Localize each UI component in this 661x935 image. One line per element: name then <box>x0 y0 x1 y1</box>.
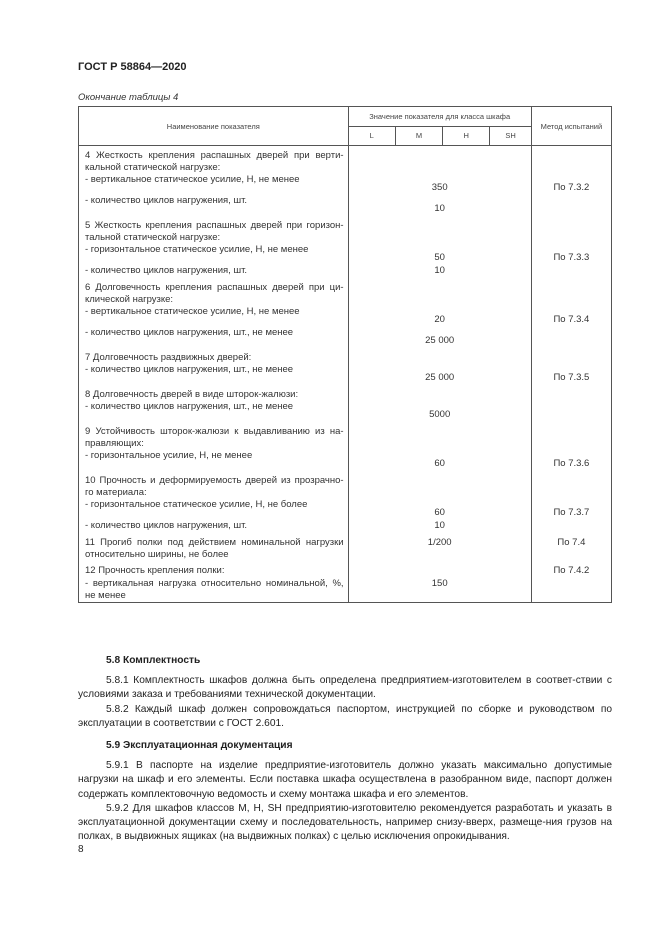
test-method: По 7.3.3 <box>531 244 611 265</box>
table-row <box>79 578 612 603</box>
indicator-value: 25 000 <box>348 327 531 348</box>
table-row <box>79 561 612 578</box>
paragraph: 5.8.1 Комплектность шкафов должна быть определена предприятием-изготовителем в соответ-ствии с условиями заказа и требованиями технической документации. <box>78 675 612 701</box>
class-header-l: L <box>348 126 395 146</box>
paragraph: 5.9.1 В паспорте на изделие предприятие-изготовитель должно указать максимально допустимые нагрузки на шкаф и его элементы. Если поставка шкафа осуществлена в разобранном виде, паспорт должен содержать комплектовочную ведомость и схему монтажа шкафа и его элементов. <box>78 760 612 800</box>
indicator-name: 10 Прочность и деформируемость дверей из прозрачно-го материала: <box>79 471 349 499</box>
indicators-table <box>78 106 612 603</box>
table-row <box>79 385 612 401</box>
test-method: По 7.4 <box>531 533 611 561</box>
table-row <box>79 401 612 422</box>
indicator-name: - горизонтальное статическое усилие, Н, не более <box>79 499 349 520</box>
section-heading: 5.8 Комплектность <box>106 655 201 666</box>
test-method <box>531 146 611 175</box>
column-header-class-group: Значение показателя для класса шкафа <box>348 107 531 127</box>
indicator-name: - количество циклов нагружения, шт., не менее <box>79 364 349 385</box>
indicator-name: - количество циклов нагружения, шт., не менее <box>79 401 349 422</box>
test-method: По 7.4.2 <box>531 561 611 578</box>
indicator-name: - горизонтальное усилие, Н, не менее <box>79 450 349 471</box>
page-number: 8 <box>78 844 84 855</box>
test-method <box>531 385 611 401</box>
indicator-value: 60 <box>348 499 531 520</box>
indicator-name: 7 Долговечность раздвижных дверей: <box>79 348 349 364</box>
test-method <box>531 348 611 364</box>
indicator-value: 60 <box>348 450 531 471</box>
column-header-method: Метод испытаний <box>531 107 611 146</box>
table-row <box>79 364 612 385</box>
paragraph: 5.9.2 Для шкафов классов М, Н, SH предприятию-изготовителю рекомендуется разработать и указать в эксплуатационной документации схему и последовательность, например снизу-вверх, размеще-ния грузов на полках, в выдвижных ящиках (на выдвижных полках) с целью исключения опрокидывания. <box>78 802 612 843</box>
table-caption: Окончание таблицы 4 <box>78 92 179 103</box>
table-row <box>79 348 612 364</box>
test-method: По 7.3.6 <box>531 450 611 471</box>
indicator-value <box>348 348 531 364</box>
table-row <box>79 533 612 561</box>
document-code: ГОСТ Р 58864—2020 <box>78 61 187 73</box>
class-header-sh: SH <box>490 126 531 146</box>
test-method <box>531 401 611 422</box>
test-method <box>531 216 611 244</box>
table-row <box>79 265 612 278</box>
indicator-value <box>348 561 531 578</box>
table-row <box>79 471 612 499</box>
indicator-value: 20 <box>348 306 531 327</box>
table-row <box>79 278 612 306</box>
indicator-name: - вертикальное статическое усилие, Н, не менее <box>79 306 349 327</box>
indicator-value <box>348 385 531 401</box>
column-header-name: Наименование показателя <box>79 107 349 146</box>
table-row <box>79 174 612 195</box>
indicator-value: 10 <box>348 195 531 216</box>
indicator-value: 10 <box>348 520 531 533</box>
indicator-name: 11 Прогиб полки под действием номинальной нагрузки относительно ширины, не более <box>79 533 349 561</box>
table-row <box>79 216 612 244</box>
test-method <box>531 578 611 603</box>
test-method <box>531 278 611 306</box>
indicator-name: 8 Долговечность дверей в виде шторок-жалюзи: <box>79 385 349 401</box>
indicator-value: 350 <box>348 174 531 195</box>
test-method: По 7.3.2 <box>531 174 611 195</box>
table-row <box>79 195 612 216</box>
indicator-name: - горизонтальное статическое усилие, Н, не менее <box>79 244 349 265</box>
test-method <box>531 422 611 450</box>
table-row <box>79 520 612 533</box>
test-method: По 7.3.5 <box>531 364 611 385</box>
class-header-h: H <box>443 126 490 146</box>
test-method <box>531 520 611 533</box>
indicator-name: - количество циклов нагружения, шт. <box>79 195 349 216</box>
indicator-name: 9 Устойчивость шторок-жалюзи к выдавливанию из на-правляющих: <box>79 422 349 450</box>
test-method: По 7.3.7 <box>531 499 611 520</box>
test-method <box>531 195 611 216</box>
table-row <box>79 450 612 471</box>
table-row <box>79 422 612 450</box>
indicator-value <box>348 471 531 499</box>
table-row <box>79 244 612 265</box>
indicator-name: - вертикальное статическое усилие, Н, не менее <box>79 174 349 195</box>
test-method <box>531 471 611 499</box>
indicator-name: - вертикальная нагрузка относительно номинальной, %, не менее <box>79 578 349 603</box>
indicator-value: 50 <box>348 244 531 265</box>
table-row <box>79 327 612 348</box>
table-row <box>79 306 612 327</box>
paragraph: 5.8.2 Каждый шкаф должен сопровождаться паспортом, инструкцией по сборке и руководством по эксплуатации в соответствии с ГОСТ 2.601. <box>78 703 612 729</box>
indicator-value <box>348 278 531 306</box>
indicator-name: 4 Жесткость крепления распашных дверей при верти-кальной статической нагрузке: <box>79 146 349 175</box>
test-method: По 7.3.4 <box>531 306 611 327</box>
indicator-value: 25 000 <box>348 364 531 385</box>
indicator-name: - количество циклов нагружения, шт., не менее <box>79 327 349 348</box>
test-method <box>531 265 611 278</box>
body-text <box>78 654 612 844</box>
indicator-value <box>348 422 531 450</box>
indicator-name: 5 Жесткость крепления распашных дверей при горизон-тальной статической нагрузке: <box>79 216 349 244</box>
test-method <box>531 327 611 348</box>
table-row <box>79 146 612 175</box>
indicator-name: - количество циклов нагружения, шт. <box>79 265 349 278</box>
class-header-m: M <box>395 126 442 146</box>
section-heading: 5.9 Эксплуатационная документация <box>106 740 293 752</box>
indicator-name: 12 Прочность крепления полки: <box>79 561 349 578</box>
indicator-value: 150 <box>348 578 531 603</box>
indicator-value: 5000 <box>348 401 531 422</box>
indicator-value <box>348 146 531 175</box>
indicator-name: 6 Долговечность крепления распашных дверей при ци-клической нагрузке: <box>79 278 349 306</box>
indicator-value: 10 <box>348 265 531 278</box>
indicator-value <box>348 216 531 244</box>
indicator-value: 1/200 <box>348 533 531 561</box>
indicator-name: - количество циклов нагружения, шт. <box>79 520 349 533</box>
table-row <box>79 499 612 520</box>
